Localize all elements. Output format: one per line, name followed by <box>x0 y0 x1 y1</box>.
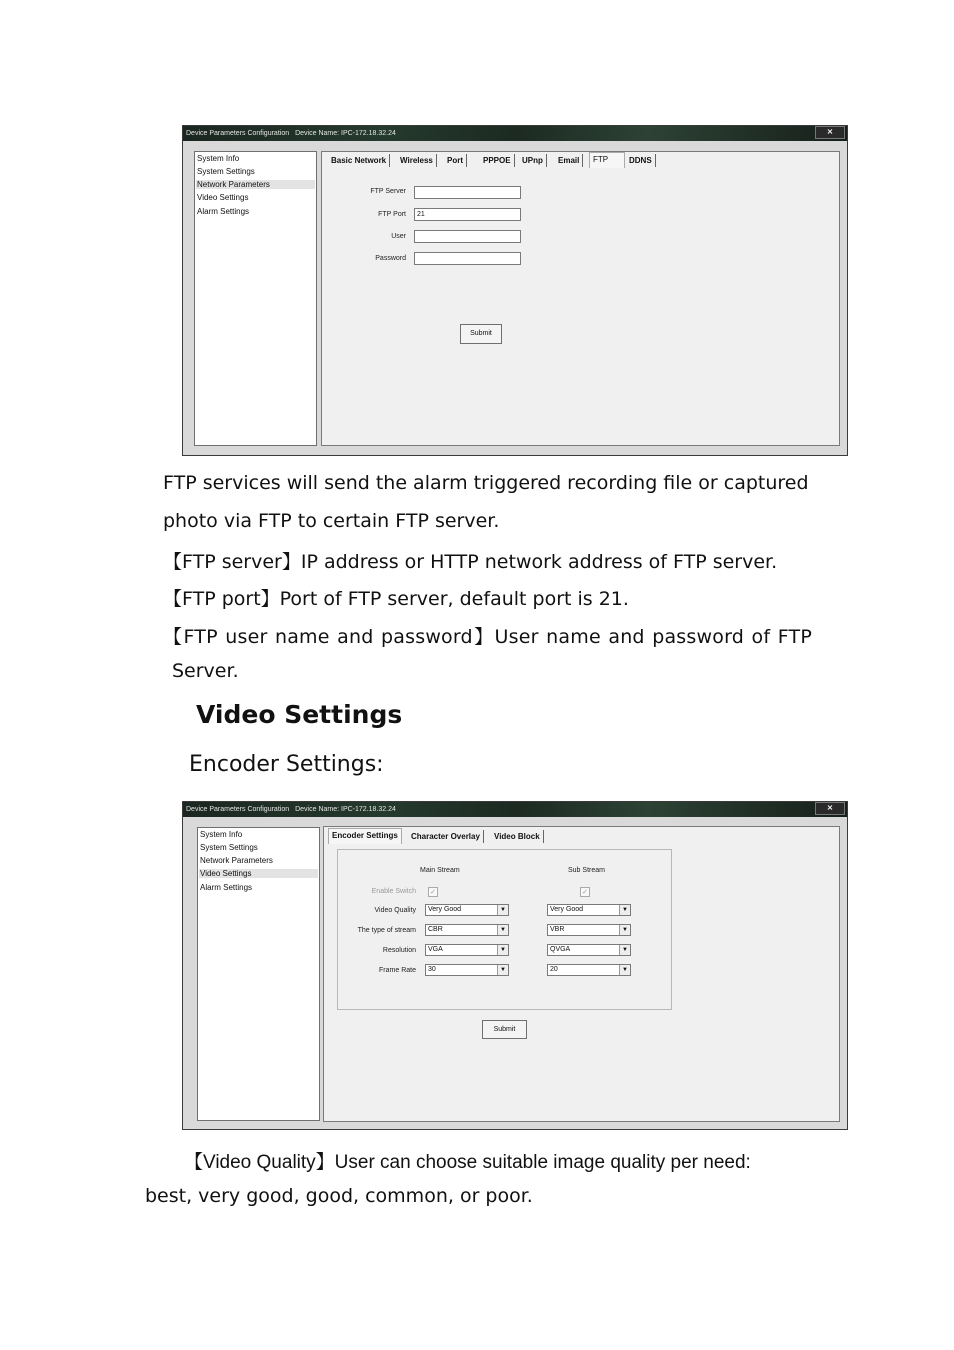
main-stream-header: Main Stream <box>420 867 460 874</box>
window-titlebar <box>183 802 847 817</box>
password-label: Password <box>375 255 406 262</box>
tab-wireless[interactable]: Wireless <box>397 154 437 167</box>
main-video-quality-value: Very Good <box>428 906 462 913</box>
stream-type-label: The type of stream <box>357 927 416 934</box>
encoder-panel <box>323 826 840 1122</box>
tab-email[interactable]: Email <box>555 154 583 167</box>
sub-resolution-value: QVGA <box>550 946 571 953</box>
encoder-settings-subheading: Encoder Settings: <box>189 752 384 777</box>
close-button[interactable]: × <box>815 802 845 815</box>
paragraph-video-quality-cont: best, very good, good, common, or poor. <box>145 1185 533 1207</box>
submit-button[interactable]: Submit <box>460 324 502 344</box>
window-title: Device Parameters Configuration <box>186 806 290 813</box>
tree-item-system-info[interactable]: System Info <box>197 154 240 163</box>
chevron-down-icon: ▼ <box>619 965 630 975</box>
paragraph-ftp-port: 【FTP port】Port of FTP server, default port is 21. <box>163 588 629 610</box>
device-name: Device Name: IPC-172.18.32.24 <box>295 806 396 813</box>
tree-item-alarm-settings[interactable]: Alarm Settings <box>197 207 250 216</box>
tree-item-system-settings[interactable]: System Settings <box>197 167 255 176</box>
encoder-settings-window <box>182 801 848 1130</box>
tab-character-overlay[interactable]: Character Overlay <box>408 830 484 843</box>
video-quality-label: Video Quality <box>374 907 416 914</box>
chevron-down-icon: ▼ <box>497 945 508 955</box>
stream-group-box <box>337 849 672 1010</box>
resolution-label: Resolution <box>382 947 416 954</box>
window-title: Device Parameters Configuration <box>186 130 290 137</box>
sub-enable-checkbox[interactable]: ✓ <box>580 887 590 897</box>
tree-item-system-settings[interactable]: System Settings <box>200 843 258 852</box>
settings-tree <box>194 151 317 446</box>
tab-bar <box>324 154 834 168</box>
paragraph-ftp-intro-1: FTP services will send the alarm triggered recording file or captured <box>163 472 809 494</box>
submit-button[interactable]: Submit <box>482 1020 527 1039</box>
sub-video-quality-value: Very Good <box>550 906 584 913</box>
video-settings-heading: Video Settings <box>196 700 403 729</box>
tab-basic-network[interactable]: Basic Network <box>328 154 390 167</box>
chevron-down-icon: ▼ <box>619 945 630 955</box>
paragraph-video-quality: 【Video Quality】User can choose suitable image quality per need: <box>184 1152 751 1173</box>
sub-resolution-select[interactable] <box>547 944 631 956</box>
sub-stream-header: Sub Stream <box>568 867 605 874</box>
main-resolution-select[interactable] <box>425 944 509 956</box>
tree-item-network-parameters[interactable]: Network Parameters <box>200 856 273 865</box>
main-resolution-value: VGA <box>428 946 443 953</box>
tab-ddns[interactable]: DDNS <box>626 154 656 167</box>
tab-encoder-settings[interactable]: Encoder Settings <box>328 828 402 844</box>
sub-stream-type-value: VBR <box>550 926 565 933</box>
sub-frame-rate-select[interactable] <box>547 964 631 976</box>
main-enable-checkbox[interactable]: ✓ <box>428 887 438 897</box>
main-frame-rate-value: 30 <box>428 966 436 973</box>
ftp-server-input[interactable] <box>414 186 521 199</box>
main-video-quality-select[interactable] <box>425 904 509 916</box>
main-stream-type-value: CBR <box>428 926 443 933</box>
ftp-settings-window <box>182 125 848 456</box>
window-titlebar <box>183 126 847 141</box>
ftp-port-input[interactable]: 21 <box>414 208 521 221</box>
enable-switch-label: Enable Switch <box>371 888 416 895</box>
close-button[interactable]: × <box>815 126 845 139</box>
frame-rate-label: Frame Rate <box>379 967 416 974</box>
settings-tree <box>197 827 320 1121</box>
chevron-down-icon: ▼ <box>497 905 508 915</box>
tab-ftp[interactable]: FTP <box>589 152 625 168</box>
password-input[interactable] <box>414 252 521 265</box>
tree-item-system-info[interactable]: System Info <box>200 830 243 839</box>
main-stream-type-select[interactable] <box>425 924 509 936</box>
chevron-down-icon: ▼ <box>619 905 630 915</box>
chevron-down-icon: ▼ <box>497 965 508 975</box>
user-label: User <box>391 233 406 240</box>
ftp-server-label: FTP Server <box>370 188 406 195</box>
tree-item-video-settings[interactable]: Video Settings <box>199 869 318 878</box>
tab-upnp[interactable]: UPnp <box>519 154 547 167</box>
main-frame-rate-select[interactable] <box>425 964 509 976</box>
sub-stream-type-select[interactable] <box>547 924 631 936</box>
tree-item-alarm-settings[interactable]: Alarm Settings <box>200 883 253 892</box>
paragraph-ftp-user-password: 【FTP user name and password】User name and password of FTP <box>163 626 812 648</box>
paragraph-ftp-intro-2: photo via FTP to certain FTP server. <box>163 510 500 532</box>
ftp-port-label: FTP Port <box>378 211 406 218</box>
tab-video-block[interactable]: Video Block <box>491 830 544 843</box>
tab-port[interactable]: Port <box>444 154 467 167</box>
sub-frame-rate-value: 20 <box>550 966 558 973</box>
chevron-down-icon: ▼ <box>497 925 508 935</box>
tab-bar <box>326 830 836 844</box>
ftp-panel <box>321 151 840 446</box>
tree-item-video-settings[interactable]: Video Settings <box>197 193 249 202</box>
sub-video-quality-select[interactable] <box>547 904 631 916</box>
user-input[interactable] <box>414 230 521 243</box>
device-name: Device Name: IPC-172.18.32.24 <box>295 130 396 137</box>
chevron-down-icon: ▼ <box>619 925 630 935</box>
tree-item-network-parameters[interactable]: Network Parameters <box>196 180 315 189</box>
tab-pppoe[interactable]: PPPOE <box>480 154 515 167</box>
paragraph-ftp-user-password-cont: Server. <box>172 660 239 682</box>
paragraph-ftp-server: 【FTP server】IP address or HTTP network address of FTP server. <box>163 551 778 573</box>
